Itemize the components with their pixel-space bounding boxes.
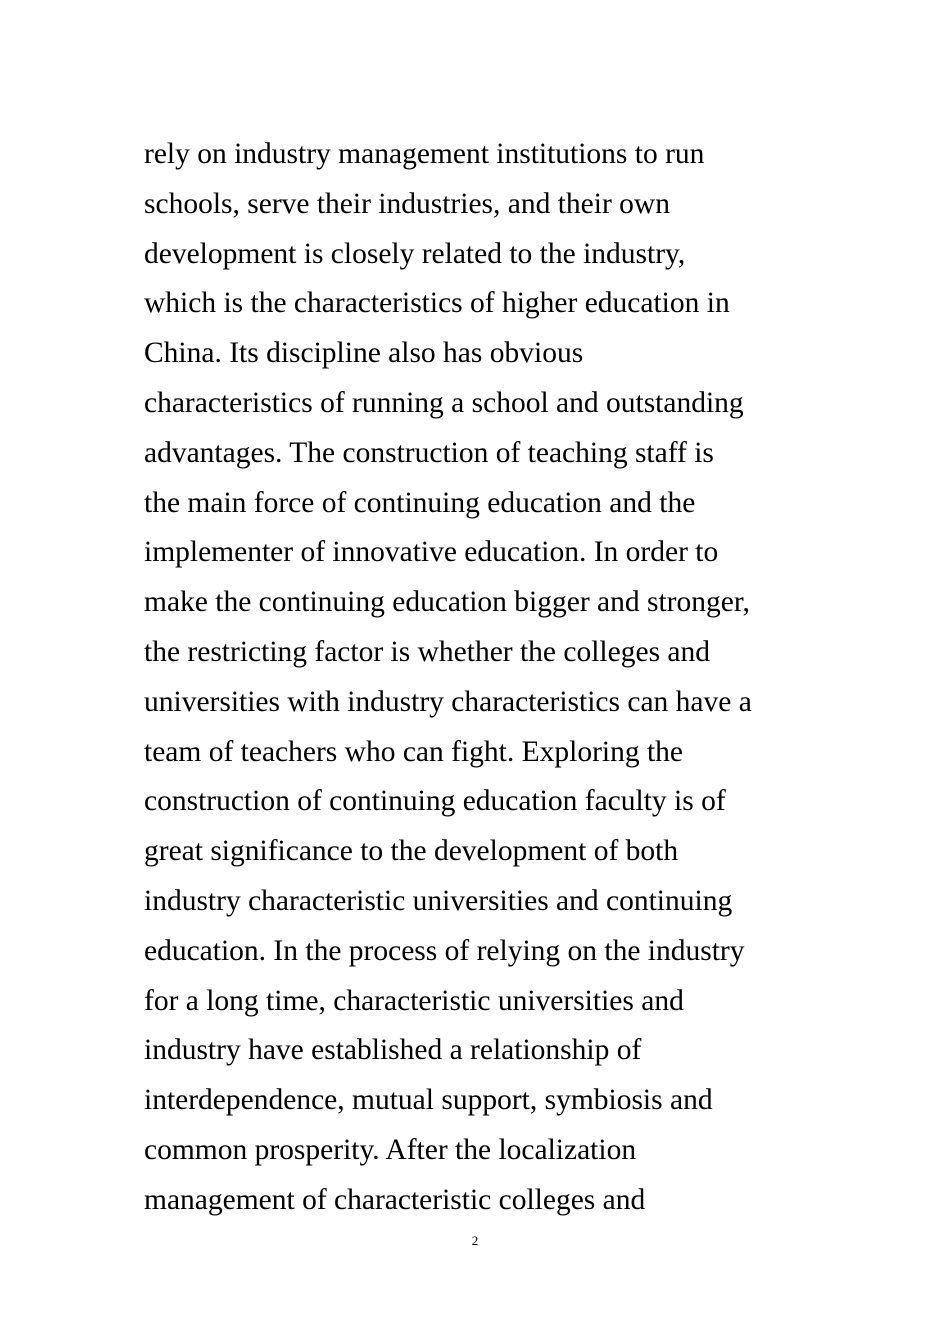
text-line: universities with industry characteristics can have a xyxy=(144,685,752,718)
text-line: China. Its discipline also has obvious xyxy=(144,337,584,370)
text-line: development is closely related to the industry, xyxy=(144,237,686,270)
text-line: which is the characteristics of higher education in xyxy=(144,287,730,320)
body-paragraph xyxy=(144,130,844,1226)
text-line: the restricting factor is whether the colleges and xyxy=(144,635,711,668)
text-line: management of characteristic colleges and xyxy=(144,1183,646,1216)
text-line: construction of continuing education faculty is of xyxy=(144,785,726,818)
text-line: make the continuing education bigger and stronger, xyxy=(144,586,750,619)
text-line: industry characteristic universities and continuing xyxy=(144,884,733,917)
text-line: education. In the process of relying on the industry xyxy=(144,934,745,967)
text-line: industry have established a relationship of xyxy=(144,1034,642,1067)
text-line: for a long time, characteristic universities and xyxy=(144,984,684,1017)
text-line: schools, serve their industries, and their own xyxy=(144,187,670,220)
text-line: common prosperity. After the localization xyxy=(144,1133,637,1166)
text-line: rely on industry management institutions to run xyxy=(144,138,705,170)
text-line: advantages. The construction of teaching staff is xyxy=(144,436,714,469)
text-line: the main force of continuing education and the xyxy=(144,486,696,519)
text-line: implementer of innovative education. In order to xyxy=(144,536,719,569)
text-line: great significance to the development of both xyxy=(144,835,679,868)
text-line: team of teachers who can fight. Exploring the xyxy=(144,735,684,768)
page-number: 2 xyxy=(471,1233,479,1248)
text-line: interdependence, mutual support, symbiosis and xyxy=(144,1084,713,1117)
text-line: characteristics of running a school and outstanding xyxy=(144,386,744,419)
